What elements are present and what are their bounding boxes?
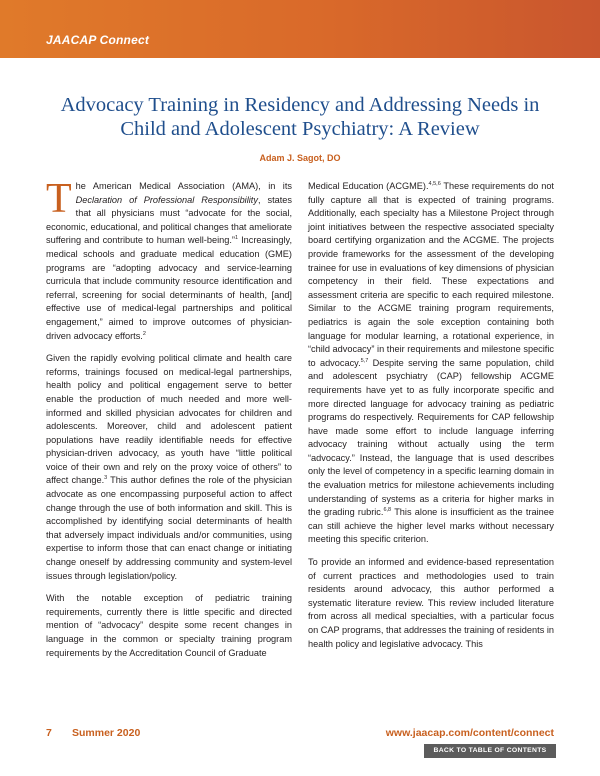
article-title: Advocacy Training in Residency and Addressing Needs in Child and Adolescent Psychiatry: A Review [60,94,540,140]
back-to-toc-button[interactable]: BACK TO TABLE OF CONTENTS [424,744,556,758]
right-column [308,180,554,660]
journal-url-link[interactable]: www.jaacap.com/content/connect [385,727,554,739]
text-run-italic: Declaration of Professional Responsibility [75,194,258,205]
citation: 6,8 [383,507,392,514]
paragraph [308,180,554,547]
journal-name: JAACAP Connect [46,33,150,47]
text-run: Despite serving the same population, child and adolescent psychiatry (CAP) fellowship ACGME requirements have yet to as fully incorporate specific and more directed language for advocacy training as pediatric programs do respectively. Requirements for CAP fellowship have made some effort to include language inferring advocacy training without actually using the term “advocacy.” Instead, the language that is used describes only the level of competency in a specific learning domain in the evaluation metrics for milestone achievements including understanding of systems as a criteria for higher marks in the grading rubric. [308,357,554,518]
citation: 5,7 [360,357,369,364]
text-run: Given the rapidly evolving political climate and health care reforms, trainings focused on medical-legal partnerships, health policy and political engagement serve to better enable the production of much needed and more well-informed and skilled physician advocates for children and adolescents. Moreover, child and adolescent patient populations have readily identifiable needs for effective physician-driven advocacy, as youth have “little political voice of their own and rely on the proxy voice of others” to affect change. [46,353,292,486]
text-run: he American Medical Association (AMA), in its [75,181,292,191]
paragraph [46,352,292,583]
paragraph: To provide an informed and evidence-based representation of current practices and methodologies used to train residents around advocacy, this author performed a systematic literature review. This review included literature from across all medical specialties, with a particular focus on CAP programs, that addresses the training of residents in health policy and legislative advocacy. This [308,557,554,649]
drop-cap: T [46,176,72,222]
text-run: These requirements do not fully capture all that is expected of training programs. Additionally, each specialty has a Milestone Project through joint initiatives between the respective associated specialty board certifying organization and the ACGME. The projects provide frameworks for the assessment of the developing trainee for use in evaluations of key dimensions of physician competency in their field. These expectations and assessment criteria are specific to each required milestone. Similar to the ACGME training program requirements, pediatrics is again the sole exception containing both language for modular learning, a rotational experience, in “child advocacy” in their requirements and milestone specific to advocacy. [308,181,554,368]
citation: 2 [142,330,146,337]
text-run: , states that all physicians must “advocate for the social, economic, educational, and political changes that ameliorate suffering and contribute to human well-being.” [46,194,292,246]
text-run: Medical Education (ACGME). [308,181,429,191]
text-run: This alone is insufficient as the trainee can still achieve the higher level marks without necessary meeting this specific criterion. [308,507,554,545]
header-band [0,0,600,58]
paragraph [46,176,293,343]
citation: 1 [234,235,239,242]
citation: 4,5,6 [428,180,441,187]
page-number: 7 [46,727,52,739]
text-run: Increasingly, medical schools and graduate medical education (GME) programs are “adopting advocacy and service-learning curricula that include community resource identification and referral, screening for social determinants of health, [and] effective use of medical-legal partnerships and political engagement,” aimed to improve outcomes of physician-driven advocacy efforts. [46,235,293,341]
left-column [46,176,293,669]
issue-label: Summer 2020 [72,727,141,739]
article-author: Adam J. Sagot, DO [259,153,341,163]
text-run: This author defines the role of the physician advocate as one encompassing purposeful action to affect change through the use of both information and skill. This is accomplished by identifying social determinants of health that adversely impact individuals and/or communities, using expertise to inform those that can enact change or initiating change oneself by addressing community and system-level issues through legislation/policy. [46,475,292,581]
paragraph: With the notable exception of pediatric training requirements, currently there is little specific and directed mention of “advocacy” despite some recent changes in language in the common or specialty training program requirements by the Accreditation Council of Graduate [46,593,292,658]
citation: 3 [104,475,108,482]
